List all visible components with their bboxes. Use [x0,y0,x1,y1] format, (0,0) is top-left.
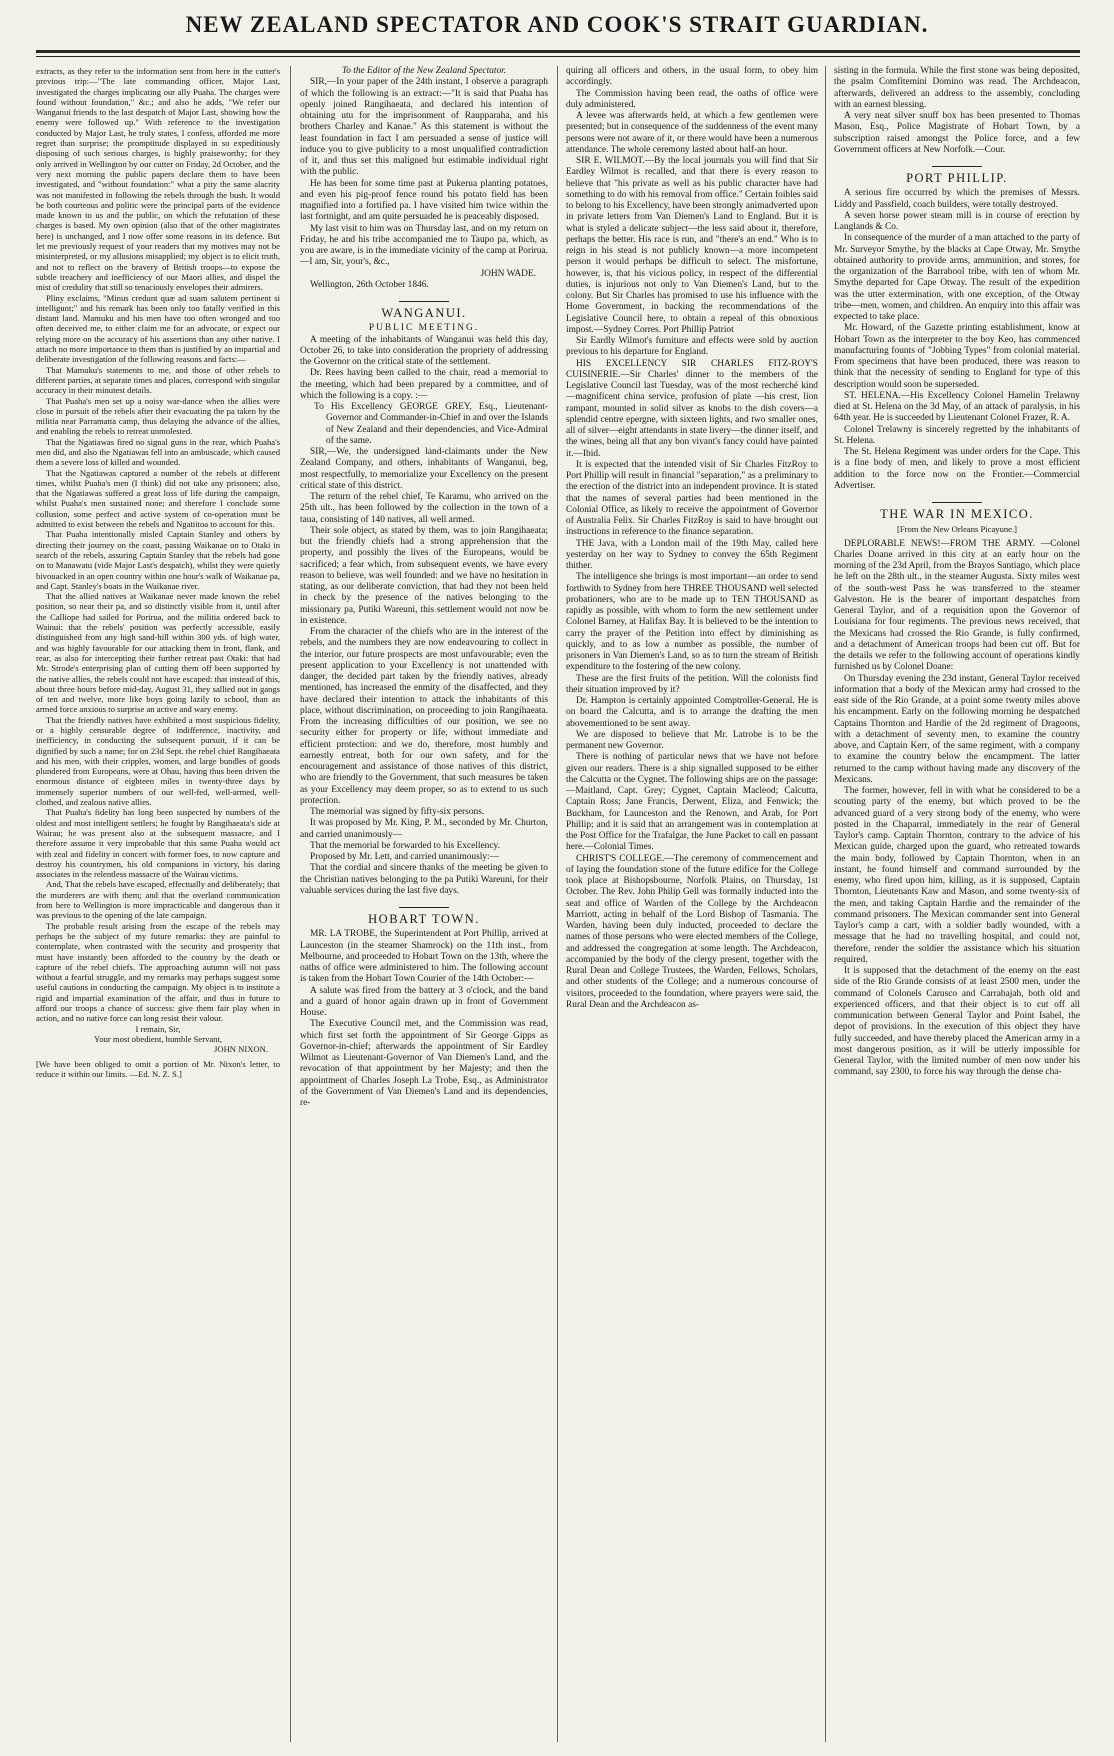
paragraph: Proposed by Mr. Lett, and carried unanimously:— [310,852,500,862]
paragraph: The Executive Council met, and the Commission was read, which first set forth the appointment of Sir George Gipps as Governor-in-chief; afterwards the appointment of Sir Eardley Wilmot as Lieutenant-Governor of Van Diemen's Land, and the revocation of that appointment by her Majesty; and then the appointment of Charles Joseph La Trobe, Esq., as Administrator of the Government of Van Diemen's Land and its dependencies, re- [300,1019,548,1108]
paragraph: SIR,—We, the undersigned land-claimants under the New Zealand Company, and others, inhabitants of Wanganui, beg, most respectfully, to memorialize your Excellency on the present critical state of this district. [300,447,548,491]
letter-heading: To the Editor of the New Zealand Spectator. [341,66,507,76]
paragraph: That the Ngatiawas fired no signal guns in the rear, which Puaha's men did, and also the Ngatiawas fell into an ambuscade, which caused them a severe loss of killed and wounded. [36,436,280,468]
paragraph: We are disposed to believe that Mr. Latrobe is to be the permanent new Governor. [566,729,818,751]
column-divider [825,66,826,1742]
editor-note: [We have been obliged to omit a portion of Mr. Nixon's letter, to reduce it within our limits. —Ed. N. Z. S.] [36,1058,280,1079]
paragraph: The Commission having been read, the oaths of office were duly administered. [566,88,818,110]
paragraph: Their sole object, as stated by them, was to join Rangihaeata; but the friendly chiefs had a strong apprehension that the property, and possibly the lives of the Europeans, would be sacrificed; a fear which, from subsequent events, we have every reason to believe, was well founded: and we have no hesitation in stating, as our deliberate conviction, that had they not been held in check by the presence of the natives belonging to the missionary pa, Putiki Wareuni, this settlement would not now be in existence. [300,525,548,626]
paragraph: The memorial was signed by fifty-six persons. [310,807,485,817]
paragraph: The St. Helena Regiment was under orders for the Cape. This is a fine body of men, and likely to prove a most efficient addition to the force now on the Frontier.—Commercial Advertiser. [834,447,1080,491]
section-heading: HOBART TOWN. [300,907,548,925]
paragraph: That Puaha's fidelity has long been suspected by numbers of the oldest and most intelligent settlers; he fought by Rangihaeata's side at Wairau; he was present also at the subsequent massacre, and I therefore assume it very improbable that this same Puaha would act with zeal and fidelity in concert with former foes, to now capture and destroy his countrymen, his old companions in victory, his daring associates in the relentless massacre of the Wairau victims. [36,807,280,880]
paragraph: CHRIST'S COLLEGE.—The ceremony of commencement and of laying the foundation stone of the future edifice for the College took place at Bishopsbourne, Norfolk Plains, on Thursday, 1st October. The Rev. John Philip Gell was formally inducted into the seat and office of Warden of the College by the Archdeacon Marriott, acting in behalf of the Lord Bishop of Tasmania. The Warden, having been duly inducted, proceeded to declare the names of those persons who were elected members of the College, and addressed the congregation at some length. The Archdeacon, accompanied by the body of the clergy present, together with the Rural Dean and College Trustees, the Warden, Fellows, Scholars, and other students of the College; and a numerous concourse of visitors, proceeded to the foundation, where prayers were said, the Rural Dean and the Archdeacon as- [566,853,818,1010]
paragraph: My last visit to him was on Thursday last, and on my return on Friday, he and his tribe accompanied me to Taupo pa, which, as you are aware, is in the immediate vicinity of the camp at Porirua.—I am, Sir, your's, &c., [300,223,548,268]
section-heading: PORT PHILLIP. [834,166,1080,184]
paragraph: A salute was fired from the battery at 3 o'clock, and the band and a guard of honor again drawn up in front of Government House. [300,985,548,1018]
paragraph: In consequence of the murder of a man attached to the party of Mr. Surveyor Smythe, by the blacks at Cape Otway, Mr. Smythe obtained authority to provide arms, ammunition, and stores, for the organization of the Barrabool tribe, with ten of whom Mr. Smythe departed for Cape Otway. The result of the expedition was the utter extermination, with one exception, of the Otway tribe—men, women, and children. An enquiry into this affair was expected to take place. [834,233,1080,322]
section-heading: WANGANUI. [300,301,548,319]
column-4 [834,66,1080,1746]
paragraph: The former, however, fell in with what he considered to be a scouting party of the enemy, but which proved to be the advanced guard of a very strong body of the enemy, who were posted in the Chaparral, immediately in the rear of General Taylor's camp. Captain Thornton, contrary to the advice of his Mexican guide, charged upon the guard, who retreated towards the main body, followed by Captain Thornton, when in an instant, he found himself and command surrounded by the enemy, who fired upon him, killing, as it is supposed, Captain Thornton, Lieutenants Kaw and Mason, and some twenty-six of the men, and taking Captain Hardie and the remainder of the command prisoners. The Mexican commander sent into General Taylor's camp a cart, with a soldier badly wounded, with a message that he had no travelling hospital, and could not, therefore, render the soldier the assistance which his situation required. [834,786,1080,965]
paragraph: The probable result arising from the escape of the rebels may perhaps be the subject of my future remarks: they are painful to contemplate, when contrasted with the security and prosperity that must have instantly been afforded to the country by the death or capture of the rebel chiefs. The approaching autumn will not pass without a fearful struggle, and my remarks may perhaps suggest some useful cautions in conducting the campaign. My object is to institute a rigid and impartial examination of the affair, and thus in future to afford our troops a chance of success: give them fair play when in action, and no native force can long resist their valour. [36,920,280,1024]
paragraph: A seven horse power steam mill is in course of erection by Langlands & Co. [834,210,1080,232]
paragraph: Mr. Howard, of the Gazette printing establishment, know at Hobart Town as the interpreter to the boy Keo, has commenced manufacturing founts of "Jobbing Types" from colonial material. From specimens that have been produced, there was reason to think that the necessity of sending to England for type of this description would soon be superseded. [834,323,1080,390]
letter-dateline: Wellington, 26th October 1846. [310,279,429,290]
paragraph: SIR,—In your paper of the 24th instant, I observe a paragraph of which the following is an extract:—"It is said that Puaha has openly joined Rangihaeata, and declared his intention of obtaining utu for the imprisonment of Raupparaha, and his brothers Charley and Kanae." As this statement is without the least foundation in fact I am persuaded a sense of justice will induce you to give publicity to a most unqualified contradiction of it, and thus set this maligned but estimable individual right with the public. [300,77,548,178]
letter-closing: I remain, Sir, [135,1023,181,1034]
paragraph: extracts, as they refer to the information sent from here in the cutter's previous trip:—"The late commanding officer, Major Last, investigated the charges implicating our ally Puaha. The charges were found without foundation," &c.; and also he adds, "We refer our Wanganui friends to the last despatch of Major Last, showing how the enemy were followed up." With reference to the investigation conducted by Major Last, he truly states, I confess, afforded me more regret than surprise; the promptitude displayed in so expeditiously disposing of such serious charges, is highly praiseworthy; for they only arrived in Wellington by our cutter on Friday, 2d October, and the very next morning the public papers declare them to have been investigated, and "without foundation:" what a pity the same alacrity was not manifested in following the rebels through the bush. It would be both courteous and politic were the principal parts of the evidence made known to us and the public, on which the refutation of these charges is based. My own opinion (also that of the other magistrates here) is unchanged, and I now offer some reasons in its defence. But let me previously request of your readers that my motives may not be misinterpreted, or my allusions misapplied; my object is to elicit truth, and not to reflect on the bravery of British troops—to expose the subtle treachery and inefficiency of our Maori allies, and dispel the mist of credulity that still so tenaciously envelopes their admirers. [36,66,280,293]
paragraph: That the memorial be forwarded to his Excellency. [310,840,500,851]
paragraph: It is supposed that the detachment of the enemy on the east side of the Rio Grande consists of at least 2500 men, under the command of Colonels Carusco and Carrabajah, both old and experienced officers, and that their object is to cut off all communication between General Taylor and Point Isabel, the depot of provisions. In the execution of this object they have fully succeeded, and have thereby placed the American army in a most dangerous position, as it will be utterly impossible for General Taylor, with the limited number of men now under his command, say 2300, to force his way through the dense cha- [834,966,1080,1078]
letter-closing: Your most obedient, humble Servant, [93,1033,223,1044]
paragraph: DEPLORABLE NEWS!—FROM THE ARMY. —Colonel Charles Doane arrived in this city at an early hour on the morning of the 23d April, from the Brayos Santiago, which place he left on the 28th ult., in the steamer Augusta. Sixty miles west of the south-west Pass he was transferred to the steamer Galveston. He is the bearer of important despatches from General Taylor, and of a requisition upon the Governor of Louisiana for four regiments. The previous news received, that the Mexicans had crossed the Rio Grande, is fully confirmed, and a detachment of American troops had been cut off. But for the details we refer to the following account of operations kindly furnished us by Colonel Doane: [834,538,1080,673]
paragraph: That Mamuku's statements to me, and those of other rebels to different parties, at separate times and places, correspond with singular accuracy in their minutest details. [36,364,280,396]
paragraph: These are the first fruits of the petition. Will the colonists find their situation improved by it? [566,673,818,695]
paragraph: HIS EXCELLENCY SIR CHARLES FITZ-ROY'S CUISINERIE.—Sir Charles' dinner to the members of the Legislative Council last Tuesday, was of the most recherché kind—magnificent china service, profusion of plate —his crest, lion rampant, mounted in solid silver as knobs to the dish covers—a splendid centre epergne, with sixteen lights, and two smaller ones, all of silver—eight attendants in state livery—the dinner itself, and the wines, being all that any bon vivant's fancy could have painted it.—Ibid. [566,358,818,459]
paragraph: Sir Eardly Wilmot's furniture and effects were sold by auction previous to his departure for England. [566,336,818,358]
column-divider [290,66,291,1742]
paragraph: Pliny exclaims, "Minus credunt quæ ad suam salutem pertinent si intelligunt;" and his remark has been only too fatally verified in this distant land. Mamuku and his men have too often wronged and too often deceived me, to either claim me for an advocate, or expect our relying more on the accuracy of his assertions than any other native. I attach no more importance to them than is justified by an impartial and deliberate investigation of the following reasons and facts:— [36,292,280,365]
paragraph: He has been for some time past at Pukerua planting potatoes, and even his pig-proof fence round his potato field has been magnified into a fortified pa. I have visited him twice within the last fortnight, and am quite persuaded he is peaceably disposed. [300,178,548,223]
paragraph: That the cordial and sincere thanks of the meeting be given to the Christian natives belonging to the pa Putiki Wareuni, for their valuable services during the last five days. [300,863,548,896]
section-subheading: PUBLIC MEETING. [368,323,480,334]
paragraph: ST. HELENA.—His Excellency Colonel Hamelin Trelawny died at St. Helena on the 3d May, of an attack of paralysis, in his 64th year. He is succeeded by Lieutenant Colonel Frazer, R. A. [834,390,1080,424]
paragraph: The return of the rebel chief, Te Karamu, who arrived on the 25th ult., has been followed by the collection in the town of a taua, consisting of 140 natives, all well armed. [300,492,548,525]
paragraph: quiring all officers and others, in the usual form, to obey him accordingly. [566,66,818,88]
section-source: [From the New Orleans Picayune.] [896,524,1018,535]
paragraph: MR. LA TROBE, the Superintendent at Port Phillip, arrived at Launceston (in the steamer Shamrock) on the 11th inst., from Melbourne, and proceeded to Hobart Town on the 13th, where the oaths of office were administered to him. The following account is taken from the Hobart Town Courier of the 14th October:— [300,929,548,985]
letter-signature: JOHN NIXON. [214,1044,268,1055]
paragraph: It was proposed by Mr. King, P. M., seconded by Mr. Churton, and carried unanimously— [300,818,548,840]
masthead-rule-thick [36,50,1080,53]
paragraph: That the allied natives at Waikanae never made known the rebel position, so near their pa, and so distinctly visible from it, until after the Calliope had sailed for Porirua, and the militia ordered back to Wainui: that the rebels' position was perfectly accessible, easily distinguished from any high sand-hill within 300 yds. of high water, and was highly favourable for our attacking them in front, flank, and rear, as also for intercepting their further retreat past Otaki: that had Mr. Strode's enterprising plan of cutting them off been supported by the native allies, the rebels could not have escaped: that instead of this, about three hours before mid-day, August 31, they sallied out in gangs of ten and twelve, more like boys going lazily to school, than an armed force anxious to surprise an active and wary enemy. [36,591,280,715]
column-1 [36,66,280,1746]
paragraph: On Thursday evening the 23d instant, General Taylor received information that a body of the Mexican army had crossed to the east side of the Rio Grande, at a point some twenty miles above his encampment. Early on the following morning he despatched Captains Thornton and Hardie of the 2d regiment of Dragoons, with a detachment of seventy men, to examine the country above, and Captain Kerr, of the same regiment, with a company to examine the country below the encampment. The latter returned to the camp without having made any discovery of the Mexicans. [834,673,1080,785]
paragraph: There is nothing of particular news that we have not before given our readers. There is a ship signalled supposed to be either the Calcutta or the Cygnet. The following ships are on the passage:—Maitland, Capt. Grey; Cygnet, Captain Macleod; Calcutta, Captain Ross; Jane Francis, Derwent, Eliza, and Fenwick; the Buckham, for Launceston and the Renown, and Arab, for Port Phillip; and it is said that an arrangement was in contemplation at the Post Office for the Trafalgar, the June Packet to call en passant here.—Colonial Times. [566,752,818,853]
paragraph: It is expected that the intended visit of Sir Charles FitzRoy to Port Phillip will result in financial "separation," as a preliminary to the erection of the district into an independent province. It is stated that the names of several parties had been mentioned in the Colonial Office, as likely to receive the appointment of Governor of Australia Felix. Sir Charles FitzRoy is said to have brought out instructions in reference to the finance separation. [566,459,818,538]
section-heading: THE WAR IN MEXICO. [834,502,1080,520]
paragraph: A serious fire occurred by which the premises of Messrs. Liddy and Passfield, coach builders, were totally destroyed. [834,188,1080,210]
paragraph: A levee was afterwards held, at which a few gentlemen were presented; but in consequence of the suddenness of the event many persons were not aware of it, or there would have been a numerous attendance. The whole ceremony lasted about half-an hour. [566,111,818,155]
paragraph: THE Java, with a London mail of the 19th May, called here yesterday on her way to Sydney to convey the 65th Regiment thither. [566,538,818,571]
paragraph: From the character of the chiefs who are in the interest of the rebels, and the numbers they are now endeavouring to collect in the interior, our future prospects are most unfavourable; even the present application to your Excellency is not unattended with danger, the decided part taken by the friendly natives, already mentioned, has increased the enmity of the disaffected, and they have declared their intention to attack the inhabitants of this place, without discrimination, on proceeding to join Rangihaeata. From the increasing difficulties of our position, we see no security either for property or life, without immediate and efficient protection: and we do, therefore, most humbly and earnestly entreat, both for our own safety, and for the encouragement and assistance of those natives of this district, who are friendly to the Government, that such measures be taken as your Excellency may deem proper, so as to extend to us such protection. [300,627,548,806]
column-3 [566,66,818,1746]
masthead: NEW ZEALAND SPECTATOR AND COOK'S STRAIT GUARDIAN. [185,12,929,37]
paragraph: That Puaha intentionally misled Captain Stanley and others by directing their journey on the coast, passing Waikanae on to Otaki in search of the rebels, assuring Captain Stanley that the rebels had gone on to Manawatu (vide Major Last's despatch), whilst they were quietly bivouacked in an open country within one hour's walk of Waikanae pa, and Capt. Stanley's boats in the Waikanae river. [36,529,280,591]
paragraph: Colonel Trelawny is sincerely regretted by the inhabitants of St. Helena. [834,424,1080,446]
paragraph: Dr. Hampton is certainly appointed Comptroller-General. He is on board the Calcutta, and is to arrange the drafting the men abovementioned to be sent away. [566,696,818,729]
paragraph: SIR E. WILMOT.—By the local journals you will find that Sir Eardley Wilmot is recalled, and that there is every reason to believe that "his private as well as his public character have had something to do with his removal from office." Certain foibles said to belong to his Excellency, have been strongly animadverted upon in private letters from Van Diemen's Land to England. But it is what is styled a delicate subject—the less said about it, therefore, perhaps the better. His race is run, and "there's an end." Who is to reign in his stead is not publicly known—a more incompetent person it would perhaps be difficult to select. The misfortune, however, is, that his vicious policy, in respect of the differential duties, is injurious not only to Van Diemen's Land, but to the colony. But Sir Charles has promised to use his influence with the Home Government, in backing the recommendations of the Legislative Council here, to obtain a repeal of this obnoxious impost.—Sydney Corres. Port Phillip Patriot [566,156,818,335]
paragraph: And, That the rebels have escaped, effectually and deliberately; that the murderers are with them; and that the overland communication from here to Wellington is more impracticable and dangerous than it was previous to the opening of the late campaign. [36,879,280,921]
column-2 [300,66,548,1746]
paragraph: That the friendly natives have exhibited a most suspicious fidelity, or a highly censurable degree of indifference, inactivity, and inefficiency, in conducting the subsequent pursuit, if it can be dignified by such a name; for on 23d Sept. the rebel chief Rangihaeata and his men, with their cripples, women, and large bundles of goods plundered from Europeans, were at Ohau, having thus been driven the enormous distance of eighteen miles in twenty-three days by immensely superior numbers of our well-fed, well-armed, well-clothed, and zealous native allies. [36,714,280,808]
paragraph: A meeting of the inhabitants of Wanganui was held this day, October 26, to take into consideration the propriety of addressing the Governor on the critical state of the settlement. [300,334,548,367]
letter-signature: JOHN WADE. [480,268,536,279]
paragraph: sisting in the formula. While the first stone was being deposited, the psalm Comfitemini Domino was read. The Archdeacon, afterwards, delivered an address to the assembly, concluding with an earnest blessing. [834,66,1080,110]
column-divider [557,66,558,1742]
memorial-address: To His Excellency GEORGE GREY, Esq., Lieutenant-Governor and Commander-in-Chief in and over the Islands of New Zealand and their dependencies, and Vice-Admiral of the same. [314,402,548,446]
paragraph: A very neat silver snuff box has been presented to Thomas Mason, Esq., Police Magistrate of Hobart Town, by a subscription raised amongst the Police force, and a few Government officers at New Norfolk.—Cour. [834,111,1080,155]
paragraph: That Puaha's men set up a noisy war-dance when the allies were close in pursuit of the rebels after their evacuating the pa taken by the militia near Parramatta camp, thus delaying the advance of the allies, and enabling the rebels to retreat unmolested. [36,395,280,437]
paragraph: That the Ngatiawas captured a number of the rebels at different times, whilst Puaha's men (I think) did not take any prisoners; also, that the Ngatiawas suffered a great loss of life during the campaign, whilst Puaha's men sustained none; and therefore I conclude some collusion, some perfect and active system of co-operation must be admitted to exist between the rebels and Ngatiitoa to account for this. [36,467,280,530]
paragraph: Dr. Rees having been called to the chair, read a memorial to the meeting, which had been prepared by a committee, and of which the following is a copy. :— [300,368,548,401]
paragraph: The intelligence she brings is most important—an order to send forthwith to Sydney from here THREE THOUSAND well selected probationers, who are to be made up to TEN THOUSAND as rapidly as possible, with whom to form the new settlement under Colonel Barney, at Halifax Bay. It is believed to be the intention to carry the prayer of the Petition into effect by diminishing as quickly, and to as low a number as possible, the number of prisoners in Van Diemen's Land, so as to turn the stream of British expenditure to the fostering of the new colony. [566,572,818,673]
masthead-rule-thin [36,56,1080,57]
